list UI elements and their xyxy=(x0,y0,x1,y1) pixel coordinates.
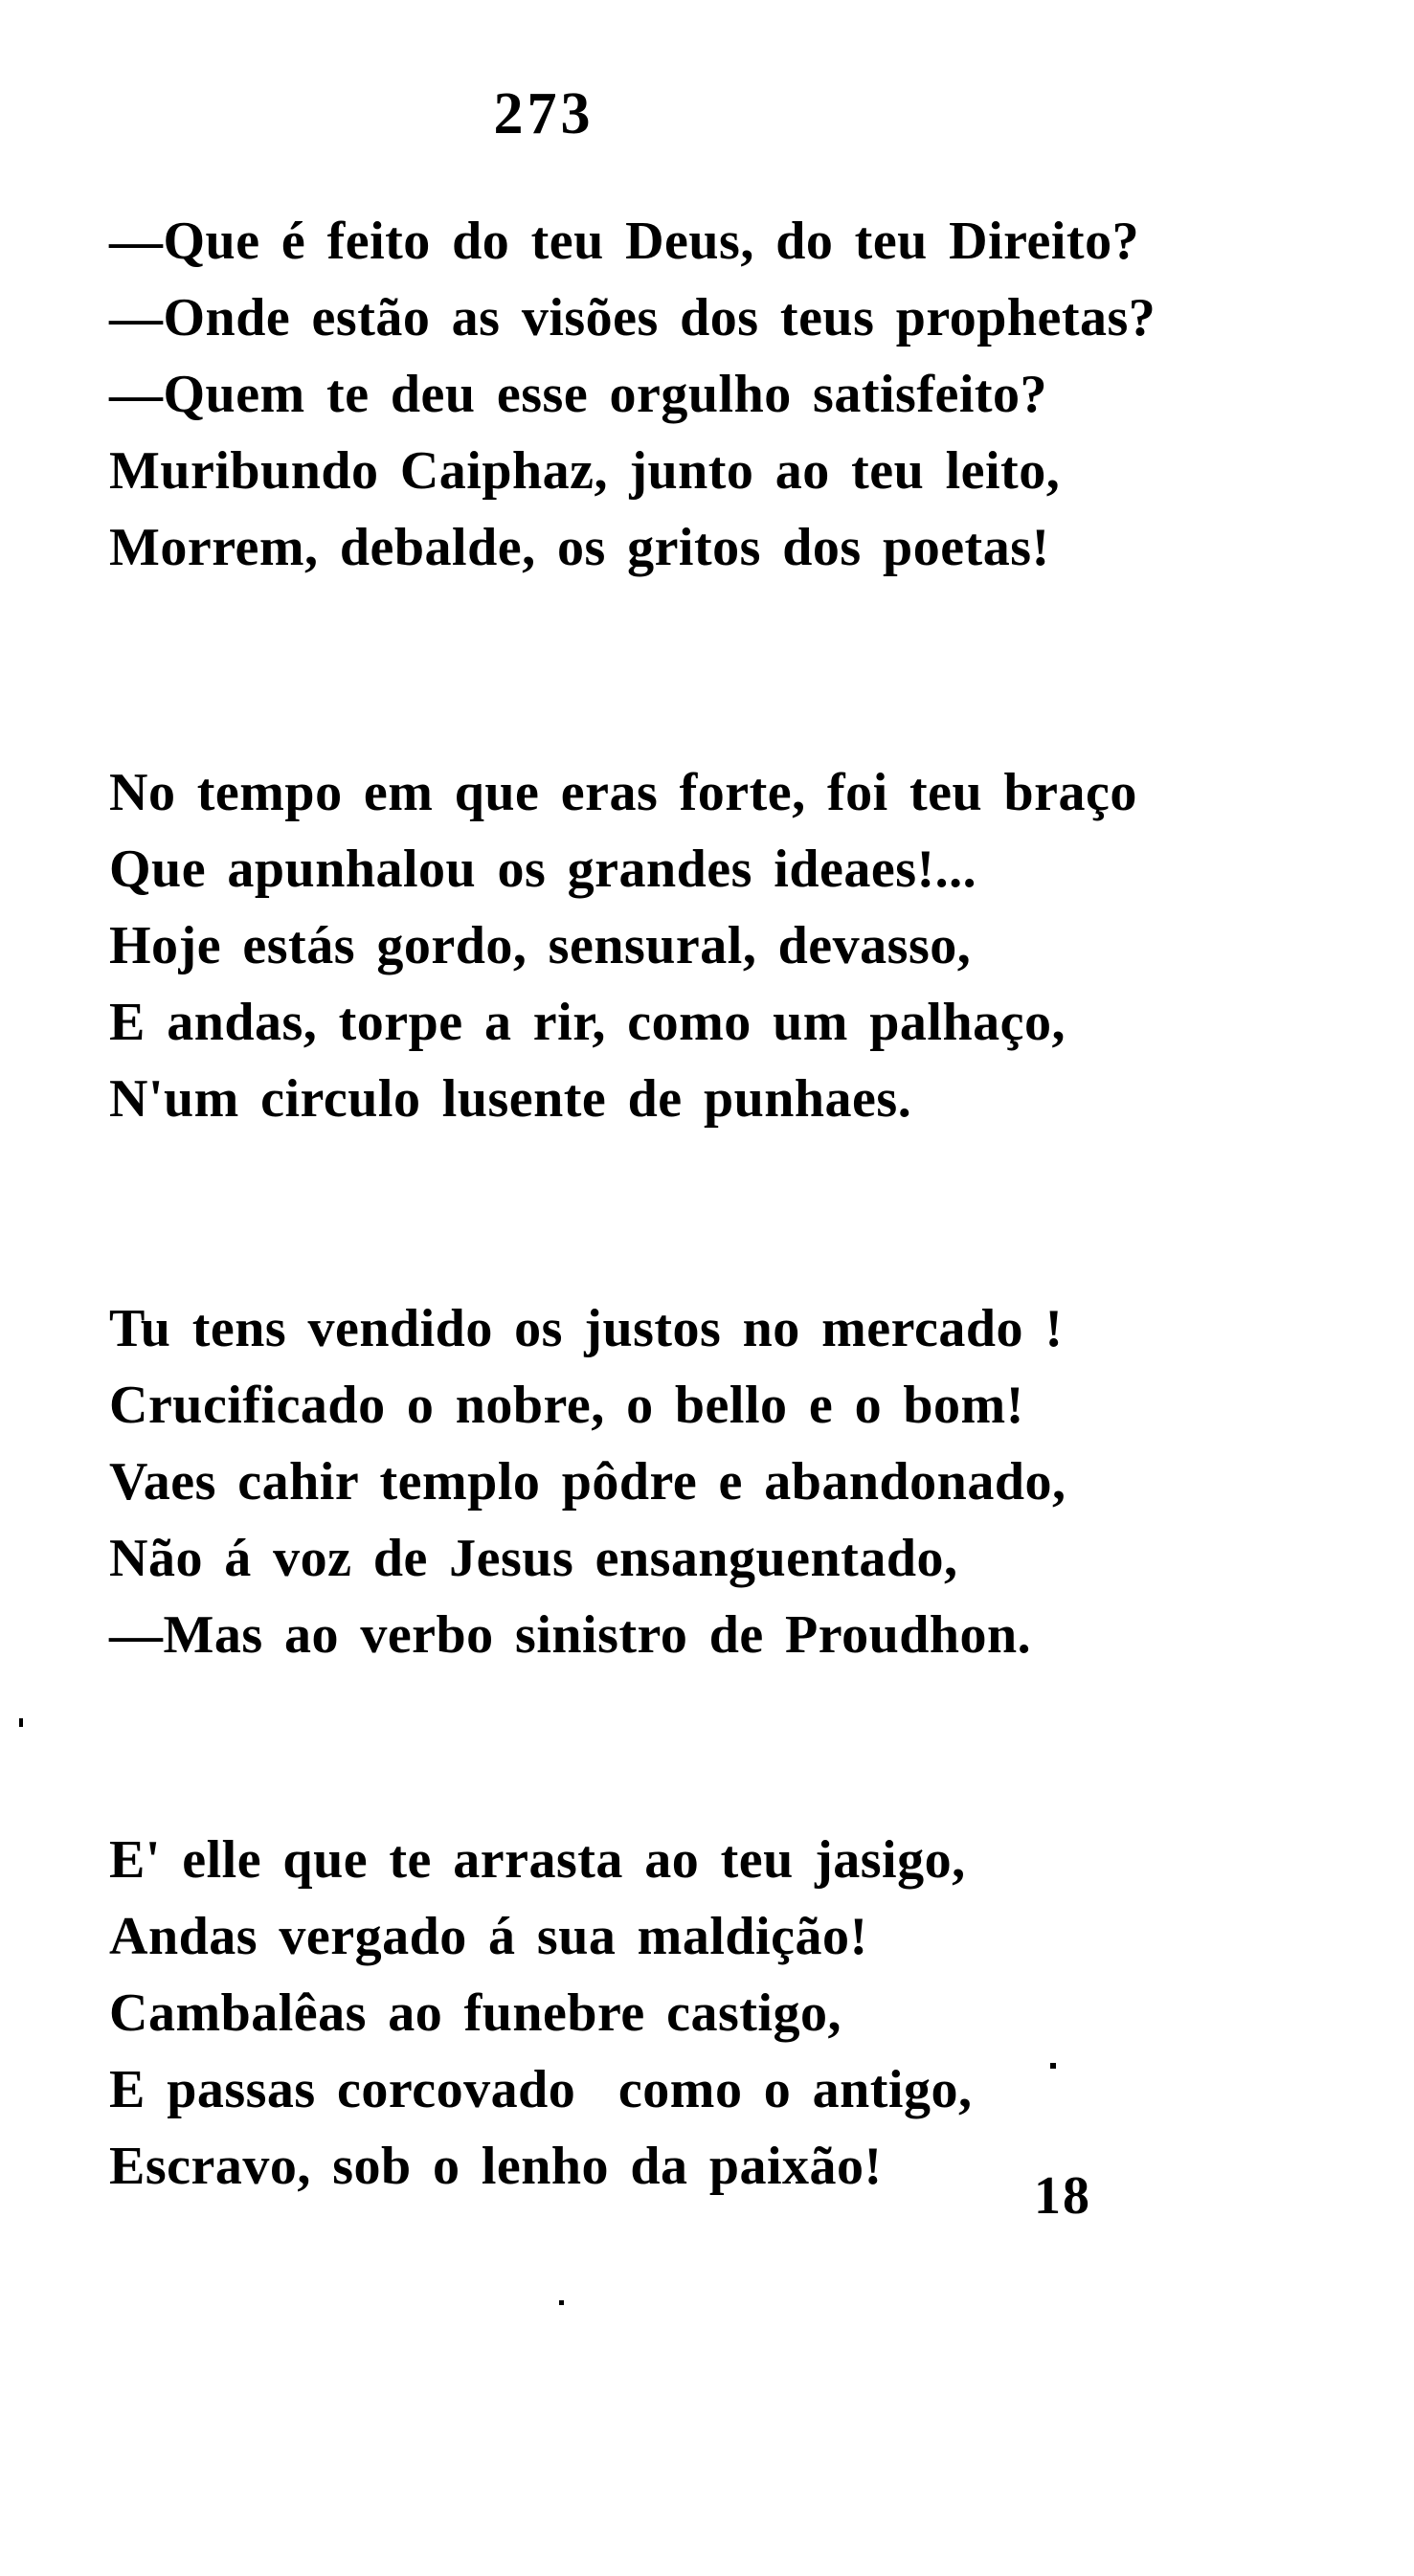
stanza-1 xyxy=(109,203,1296,586)
signature-mark: 18 xyxy=(1034,2166,1091,2226)
poem-line: —Quem te deu esse orgulho satisfeito? xyxy=(109,365,1048,424)
poem-line: Tu tens vendido os justos no mercado ! xyxy=(109,1299,1064,1358)
page-number: 273 xyxy=(493,81,595,146)
stanza-3 xyxy=(109,1290,1296,1673)
stanza-4 xyxy=(109,1822,1296,2205)
poem-line: Cambalêas ao funebre castigo, xyxy=(109,1983,842,2043)
poem-line: No tempo em que eras forte, foi teu braço xyxy=(109,763,1137,822)
poem-line: N'um circulo lusente de punhaes. xyxy=(109,1069,912,1129)
poem-line: E' elle que te arrasta ao teu jasigo, xyxy=(109,1830,966,1890)
poem-line: Andas vergado á sua maldição! xyxy=(109,1907,868,1966)
scan-speck-2 xyxy=(1050,2063,1056,2069)
poem-line: —Onde estão as visões dos teus prophetas? xyxy=(109,288,1156,347)
scan-speck-1 xyxy=(19,1718,23,1727)
poem-line: Vaes cahir templo pôdre e abandonado, xyxy=(109,1452,1066,1512)
poem-line: E andas, torpe a rir, como um palhaço, xyxy=(109,993,1066,1052)
poem-line: Que apunhalou os grandes ideaes!... xyxy=(109,840,977,899)
poem-line: Não á voz de Jesus ensanguentado, xyxy=(109,1529,958,1588)
stanza-2 xyxy=(109,754,1296,1137)
poem-line: Escravo, sob o lenho da paixão! xyxy=(109,2137,883,2196)
poem-line: Morrem, debalde, os gritos dos poetas! xyxy=(109,518,1050,577)
poem-line: Hoje estás gordo, sensural, devasso, xyxy=(109,916,972,975)
scan-speck-3 xyxy=(559,2300,564,2305)
poem-line: Muribundo Caiphaz, junto ao teu leito, xyxy=(109,441,1061,501)
poem-line: E passas corcovado como o antigo, xyxy=(109,2060,973,2119)
poem-line: —Mas ao verbo sinistro de Proudhon. xyxy=(109,1605,1032,1665)
poem-line: Crucificado o nobre, o bello e o bom! xyxy=(109,1376,1024,1435)
poem-line: —Que é feito do teu Deus, do teu Direito? xyxy=(109,212,1140,271)
